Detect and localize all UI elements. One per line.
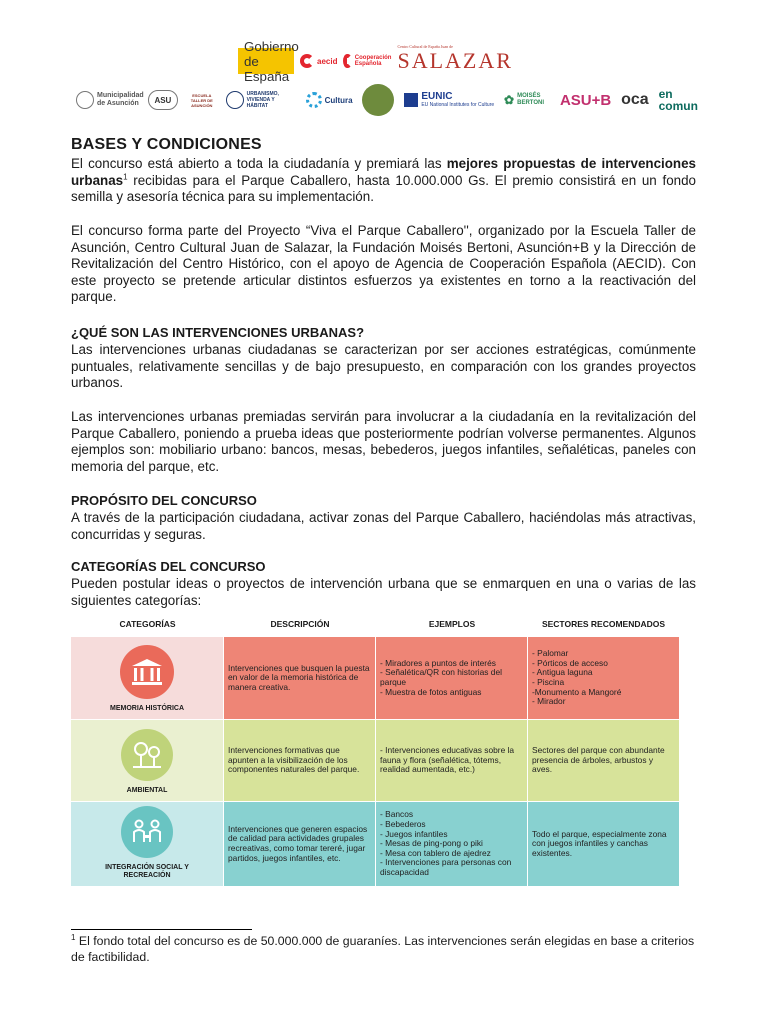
- urbanismo-logo: URBANISMO, VIVIENDA Y HÁBITAT: [226, 91, 296, 109]
- list-item: - Juegos infantiles: [380, 828, 448, 839]
- footnote: $^1$ El fondo total del concurso es de 50.000.000 de guaraníes. Las intervenciones serán elegidas en base a criterios de factibilidad.: [71, 932, 695, 964]
- asu-icon: ASU: [148, 90, 178, 110]
- cooperacion-espanola-logo: Cooperación Española: [343, 54, 391, 68]
- table-header-ejemplos: EJEMPLOS: [428, 619, 476, 629]
- encomun-logo: en comun: [658, 87, 698, 113]
- table-header-descripcion: DESCRIPCIÓN: [270, 619, 330, 629]
- table-header-sectores: SECTORES RECOMENDADOS: [541, 619, 666, 629]
- list-item: Sectores del parque con abundante presencia de árboles, arbustos y aves.: [532, 745, 665, 775]
- cooperacion-icon: [343, 54, 351, 68]
- sectors-list: [532, 746, 675, 775]
- category-label: INTEGRACIÓN SOCIAL Y RECREACIÓN: [105, 864, 189, 879]
- ejemplos-paragraph: Las intervenciones urbanas premiadas servirán para involucrar a la ciudadanía en la revitalización del Parque Caballero, poniendo a prueba ideas que posteriormente podrían volverse permanentes. Algunos ejemplos son: mobiliario urbano: bancos, mesas, bebederos, juegos infantiles, señaléticas, paneles con memoria del parque, etc.: [71, 409, 696, 474]
- list-item: - Mirador: [532, 696, 566, 707]
- category-label: MEMORIA HISTÓRICA: [109, 705, 185, 712]
- municipalidad-logo: Municipalidad de Asunción: [76, 91, 138, 109]
- oca-logo: oca: [621, 91, 649, 108]
- green-circle-logo: [362, 84, 394, 116]
- examples-cell: [376, 720, 527, 801]
- intro-paragraph: El concurso está abierto a toda la ciudadanía y premiará las mejores propuestas de intervenciones urbanas$^1$ recibidas para el Parque Caballero, hasta 10.000.000 Gs. El premio consistirá en un fondo semilla y asesoría técnica para su implementación.: [71, 156, 696, 205]
- list-item: - Piscina: [532, 677, 565, 687]
- salazar-logo: Centro Cultural de España Juan de SALAZAR: [397, 44, 513, 73]
- examples-cell: [376, 637, 527, 719]
- sectors-list: [532, 649, 621, 707]
- list-item: - Intervenciones educativas sobre la fauna y flora (señalética, tótems, realidad aumentada, etc.): [380, 745, 515, 775]
- examples-list: [380, 810, 523, 877]
- aecid-icon: [300, 54, 314, 68]
- green-circle-icon: [362, 84, 394, 116]
- eunic-logo: EUNIC EU National Institutes for Culture: [404, 92, 494, 108]
- trees-icon: [121, 729, 173, 781]
- list-item: - Pórticos de acceso: [532, 657, 608, 668]
- eunic-icon: [404, 93, 418, 107]
- list-item: - Señalética/QR con historias del parque: [380, 667, 502, 687]
- list-item: - Intervenciones para personas con discapacidad: [380, 857, 512, 877]
- sectors-cell: [528, 802, 679, 886]
- gobierno-espana-logo: Gobierno de España: [238, 48, 294, 74]
- examples-list: [380, 659, 523, 697]
- section-heading-categorias: CATEGORÍAS DEL CONCURSO: [71, 559, 266, 574]
- project-paragraph: El concurso forma parte del Proyecto “Viva el Parque Caballero'', organizado por la Escuela Taller de Asunción, Centro Cultural Juan de Salazar, la Fundación Moisés Bertoni, Asunción+B y la Dirección de Revitalización del Centro Histórico, con el apoyo de Agencia de Cooperación Española (AECID). Con este proyecto se pretende articular distintos esfuerzos ya existentes en torno a la reactivación del parque.: [71, 223, 696, 305]
- list-item: - Antigua laguna: [532, 667, 593, 678]
- municipal-seal-icon: [76, 91, 94, 109]
- list-item: - Muestra de fotos antiguas: [380, 686, 482, 697]
- urbanismo-seal-icon: [226, 91, 244, 109]
- examples-list: [380, 746, 523, 775]
- list-item: - Bancos: [380, 809, 414, 820]
- section-heading-intervenciones: ¿QUÉ SON LAS INTERVENCIONES URBANAS?: [71, 325, 365, 340]
- categorias-paragraph: Pueden postular ideas o proyectos de intervención urbana que se enmarquen en una o varias de las siguientes categorías:: [71, 576, 696, 608]
- bertoni-logo: ✿ MOISÉS BERTONI: [504, 92, 545, 107]
- list-item: - Mesa con tablero de ajedrez: [380, 847, 491, 858]
- sectors-list: [532, 830, 675, 859]
- list-item: - Miradores a puntos de interés: [380, 657, 496, 668]
- categories-table: [71, 612, 679, 886]
- list-item: - Bebederos: [380, 819, 426, 830]
- table-header-categorias: CATEGORÍAS: [119, 619, 176, 629]
- asub-logo: ASU+B: [559, 91, 612, 109]
- proposito-paragraph: A través de la participación ciudadana, activar zonas del Parque Caballero, haciéndolas más atractivas, concurridas y seguras.: [71, 510, 696, 542]
- sectors-cell: [528, 720, 679, 801]
- monument-icon: [120, 645, 174, 699]
- asu-logo: [148, 90, 178, 110]
- category-label: AMBIENTAL: [126, 787, 168, 794]
- aecid-logo: aecid: [300, 54, 337, 68]
- escuela-taller-logo: ESCUELA TALLER DE ASUNCIÓN: [190, 92, 213, 108]
- cultura-star-icon: [306, 92, 322, 108]
- list-item: - Mesas de ping-pong o piki: [380, 838, 483, 849]
- description-cell: Intervenciones que busquen la puesta en valor de la memoria histórica de manera creativa.: [224, 637, 375, 719]
- page-title: BASES Y CONDICIONES: [71, 136, 262, 153]
- cultura-logo: Cultura: [306, 92, 353, 108]
- partner-logos-row-1: [238, 38, 520, 84]
- category-cell-social: [71, 802, 223, 886]
- examples-cell: [376, 802, 527, 886]
- description-cell: Intervenciones formativas que apunten a la visibilización de los componentes naturales del parque.: [224, 720, 375, 801]
- category-cell-ambiental: [71, 720, 223, 801]
- list-item: - Palomar: [532, 648, 569, 659]
- description-cell: Intervenciones que generen espacios de calidad para actividades grupales recreativas, como tomar tereré, jugar partidos, juegos infantiles, etc.: [224, 802, 375, 886]
- intervenciones-paragraph: Las intervenciones urbanas ciudadanas se caracterizan por ser acciones estratégicas, comúnmente puntuales, relativamente sencillas y de bajo presupuesto, en comparación con los grandes proyectos urbanos.: [71, 342, 696, 391]
- list-item: Todo el parque, especialmente zona con juegos infantiles y canchas existentes.: [532, 828, 667, 858]
- section-heading-proposito: PROPÓSITO DEL CONCURSO: [71, 493, 257, 508]
- footnote-divider: [71, 929, 252, 930]
- people-icon: [121, 806, 173, 858]
- leaf-icon: ✿: [504, 92, 515, 107]
- list-item: -Monumento a Mangoré: [532, 686, 622, 697]
- sectors-cell: [528, 637, 679, 719]
- partner-logos-row-2: [76, 84, 698, 116]
- category-cell-memoria: [71, 637, 223, 719]
